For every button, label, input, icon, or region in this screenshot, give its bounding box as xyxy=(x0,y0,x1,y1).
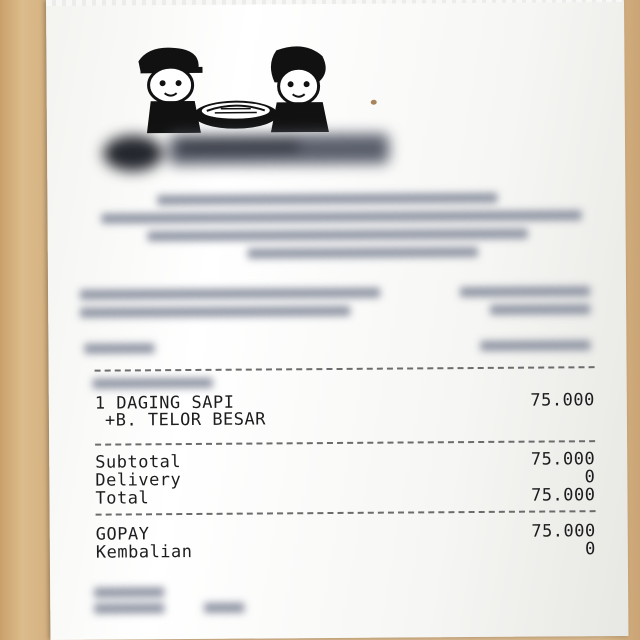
delivery-value: 0 xyxy=(584,467,596,488)
payment-section xyxy=(96,522,596,561)
divider-payment xyxy=(96,510,596,515)
change-row xyxy=(96,540,596,561)
receipt-tear-edge xyxy=(46,0,624,6)
divider-items xyxy=(95,440,595,445)
item-modifier: +B. TELOR BESAR xyxy=(104,409,267,431)
footer-blurred xyxy=(94,582,264,619)
paper-stain xyxy=(371,100,377,105)
change-value: 0 xyxy=(585,539,596,560)
change-label: Kembalian xyxy=(95,541,193,563)
item-list xyxy=(95,392,595,429)
delivery-label: Delivery xyxy=(95,470,182,491)
item-name: DAGING SAPI xyxy=(116,392,235,414)
item-modifier-row xyxy=(95,409,595,429)
order-info-blurred xyxy=(80,282,610,326)
item-amount: 75.000 xyxy=(530,390,595,411)
store-address-blurred xyxy=(77,184,598,278)
total-label: Total xyxy=(95,488,150,509)
mascot-logo-icon xyxy=(90,42,361,134)
item-qty: 1 xyxy=(94,393,106,414)
store-logo-blurred xyxy=(99,126,399,176)
payment-method-value: 75.000 xyxy=(531,521,596,542)
payment-method-label: GOPAY xyxy=(95,524,150,545)
cashier-info-blurred xyxy=(84,336,604,360)
summary-section xyxy=(95,450,595,507)
receipt-paper xyxy=(46,0,628,640)
order-type-blurred xyxy=(93,375,233,392)
divider-top xyxy=(95,366,595,371)
subtotal-label: Subtotal xyxy=(95,452,182,473)
subtotal-value: 75.000 xyxy=(530,449,596,470)
total-value: 75.000 xyxy=(530,485,596,506)
